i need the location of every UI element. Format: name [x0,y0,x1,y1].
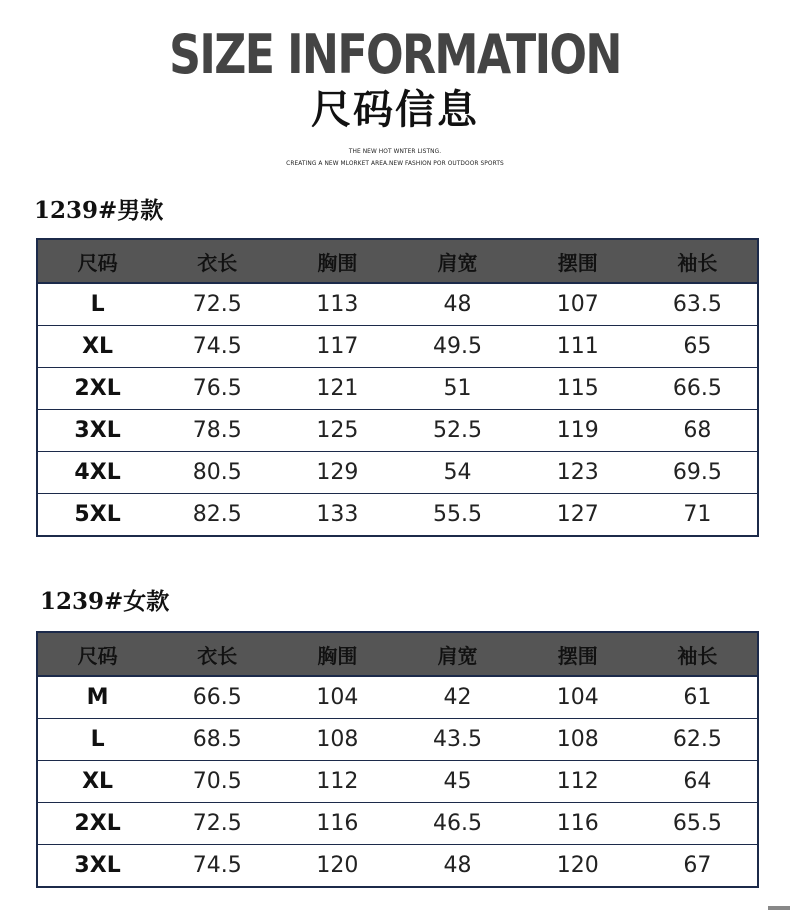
table-row [37,494,758,537]
column-header: 肩宽 [397,239,517,283]
table-cell: 68.5 [157,719,277,761]
table-cell: 112 [518,761,638,803]
table-cell: 120 [316,853,359,878]
table-cell: 49.5 [397,326,517,368]
table-cell: 55.5 [433,502,483,527]
table-cell: 115 [518,368,638,410]
size-cell: L [37,719,157,761]
table-row [37,803,758,845]
table-cell: 127 [556,502,599,527]
corner-divider [768,906,790,910]
table-row [37,283,758,326]
column-header: 衣长 [157,632,277,676]
table-cell: 43.5 [397,719,517,761]
table-cell: 72.5 [157,803,277,845]
size-cell: 2XL [37,803,157,845]
column-header: 肩宽 [397,632,517,676]
table-cell: 74.5 [192,853,242,878]
table-cell: 111 [518,326,638,368]
table-cell: 119 [518,410,638,452]
size-cell: 5XL [74,502,121,527]
table-row [37,676,758,719]
column-header: 摆围 [518,239,638,283]
table-cell: 54 [397,452,517,494]
table-cell: 70.5 [157,761,277,803]
table-row [37,410,758,452]
table-cell: 117 [277,326,397,368]
table-cell: 108 [518,719,638,761]
table-row [37,761,758,803]
table-cell: 133 [316,502,359,527]
table-cell: 82.5 [192,502,242,527]
table-cell: 78.5 [157,410,277,452]
men-section-title: 1239#男款 [34,197,164,224]
table-cell: 62.5 [638,719,758,761]
table-cell: 45 [397,761,517,803]
table-cell: 52.5 [397,410,517,452]
column-header: 衣长 [157,239,277,283]
size-cell: M [37,676,157,719]
table-row [37,845,758,888]
column-header: 袖长 [638,632,758,676]
column-header: 尺码 [37,632,157,676]
women-section-title: 1239#女款 [40,588,170,615]
table-cell: 68 [638,410,758,452]
table-cell: 48 [443,853,472,878]
table-cell: 107 [518,283,638,326]
table-cell: 129 [277,452,397,494]
table-row [37,719,758,761]
size-cell: L [37,283,157,326]
size-cell: XL [37,326,157,368]
table-cell: 116 [277,803,397,845]
table-row [37,368,758,410]
page-title-chinese: 尺码信息 [311,87,479,133]
page-title: SIZE INFORMATION [169,23,621,86]
subtitle-line-2: CREATING A NEW MLORKET AREA.NEW FASHION POR OUTDOOR SPORTS [286,159,504,167]
women-size-table [36,631,759,888]
table-header-row [37,239,758,283]
size-cell: XL [37,761,157,803]
table-row [37,326,758,368]
size-cell: 3XL [37,410,157,452]
table-cell: 67 [683,853,712,878]
table-cell: 116 [518,803,638,845]
table-cell: 61 [638,676,758,719]
table-cell: 113 [277,283,397,326]
table-cell: 42 [397,676,517,719]
table-cell: 66.5 [157,676,277,719]
table-cell: 121 [277,368,397,410]
table-cell: 65 [638,326,758,368]
table-cell: 64 [638,761,758,803]
table-cell: 72.5 [157,283,277,326]
table-cell: 104 [277,676,397,719]
table-cell: 104 [518,676,638,719]
column-header: 摆围 [518,632,638,676]
men-size-table [36,238,759,537]
table-cell: 123 [518,452,638,494]
table-cell: 46.5 [397,803,517,845]
size-cell: 2XL [37,368,157,410]
table-cell: 66.5 [638,368,758,410]
table-cell: 63.5 [638,283,758,326]
table-row [37,452,758,494]
subtitle-line-1: THE NEW HOT WNTER LISTNG. [348,147,442,155]
table-header-row [37,632,758,676]
table-cell: 120 [556,853,599,878]
table-cell: 48 [397,283,517,326]
table-cell: 51 [397,368,517,410]
table-cell: 69.5 [638,452,758,494]
table-cell: 76.5 [157,368,277,410]
table-cell: 71 [683,502,712,527]
table-cell: 112 [277,761,397,803]
column-header: 胸围 [277,632,397,676]
table-cell: 108 [277,719,397,761]
column-header: 袖长 [638,239,758,283]
table-cell: 80.5 [157,452,277,494]
table-cell: 74.5 [157,326,277,368]
column-header: 胸围 [277,239,397,283]
size-cell: 3XL [74,853,121,878]
table-cell: 125 [277,410,397,452]
table-cell: 65.5 [638,803,758,845]
size-cell: 4XL [37,452,157,494]
column-header: 尺码 [37,239,157,283]
